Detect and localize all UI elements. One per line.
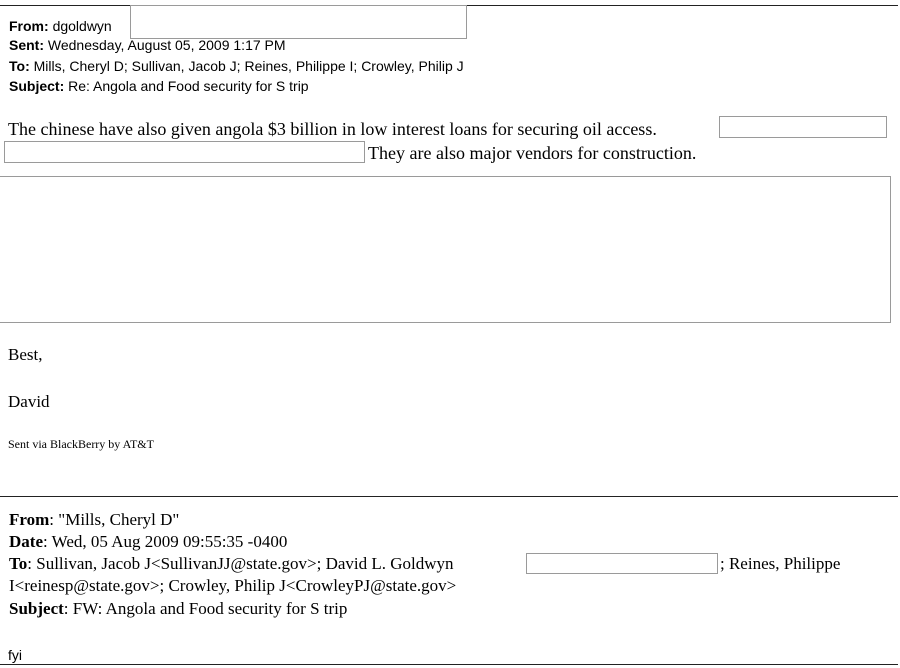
- header-sent: [9, 37, 286, 53]
- fwd-to-value-b: ; Reines, Philippe: [720, 554, 841, 573]
- header-subject: [9, 78, 309, 94]
- redaction-box: [0, 176, 891, 323]
- header-to: [9, 58, 464, 74]
- redaction-box: [719, 116, 887, 138]
- fwd-to-label: To: [9, 554, 28, 573]
- sent-via: Sent via BlackBerry by AT&T: [8, 437, 154, 451]
- body-line-2: They are also major vendors for construction.: [368, 143, 697, 163]
- from-value: dgoldwyn: [52, 18, 112, 34]
- fwd-subject: [9, 599, 347, 619]
- sent-value: Wednesday, August 05, 2009 1:17 PM: [47, 37, 286, 53]
- redaction-box: [130, 5, 467, 39]
- fwd-subject-label: Subject: [9, 599, 64, 618]
- redaction-box: [526, 553, 718, 574]
- subject-label: Subject:: [9, 78, 65, 94]
- to-label: To:: [9, 58, 30, 74]
- fwd-to-line-1: [9, 554, 454, 574]
- fwd-from-label: From: [9, 510, 50, 529]
- fwd-subject-value: : FW: Angola and Food security for S trip: [63, 599, 348, 618]
- closing: Best,: [8, 345, 43, 364]
- fwd-to-line-2: I<reinesp@state.gov>; Crowley, Philip J<CrowleyPJ@state.gov>: [9, 576, 457, 595]
- to-value: Mills, Cheryl D; Sullivan, Jacob J; Reines, Philippe I; Crowley, Philip J: [33, 58, 464, 74]
- fwd-to-value-a: : Sullivan, Jacob J<SullivanJJ@state.gov>; David L. Goldwyn: [27, 554, 454, 573]
- signature: David: [8, 392, 50, 411]
- body-line-1: The chinese have also given angola $3 billion in low interest loans for securing oil access.: [8, 119, 657, 139]
- subject-value: Re: Angola and Food security for S trip: [68, 78, 309, 94]
- fwd-from-value: : "Mills, Cheryl D": [49, 510, 180, 529]
- bottom-divider: [0, 664, 898, 665]
- fwd-date-value: : Wed, 05 Aug 2009 09:55:35 -0400: [42, 532, 288, 551]
- redaction-box: [4, 141, 365, 163]
- fyi: fyi: [8, 647, 22, 663]
- sent-label: Sent:: [9, 37, 44, 53]
- fwd-from: [9, 510, 179, 530]
- fwd-date: [9, 532, 287, 552]
- fwd-date-label: Date: [9, 532, 43, 551]
- header-from: [9, 18, 112, 34]
- from-label: From:: [9, 18, 49, 34]
- forward-divider: [0, 496, 898, 497]
